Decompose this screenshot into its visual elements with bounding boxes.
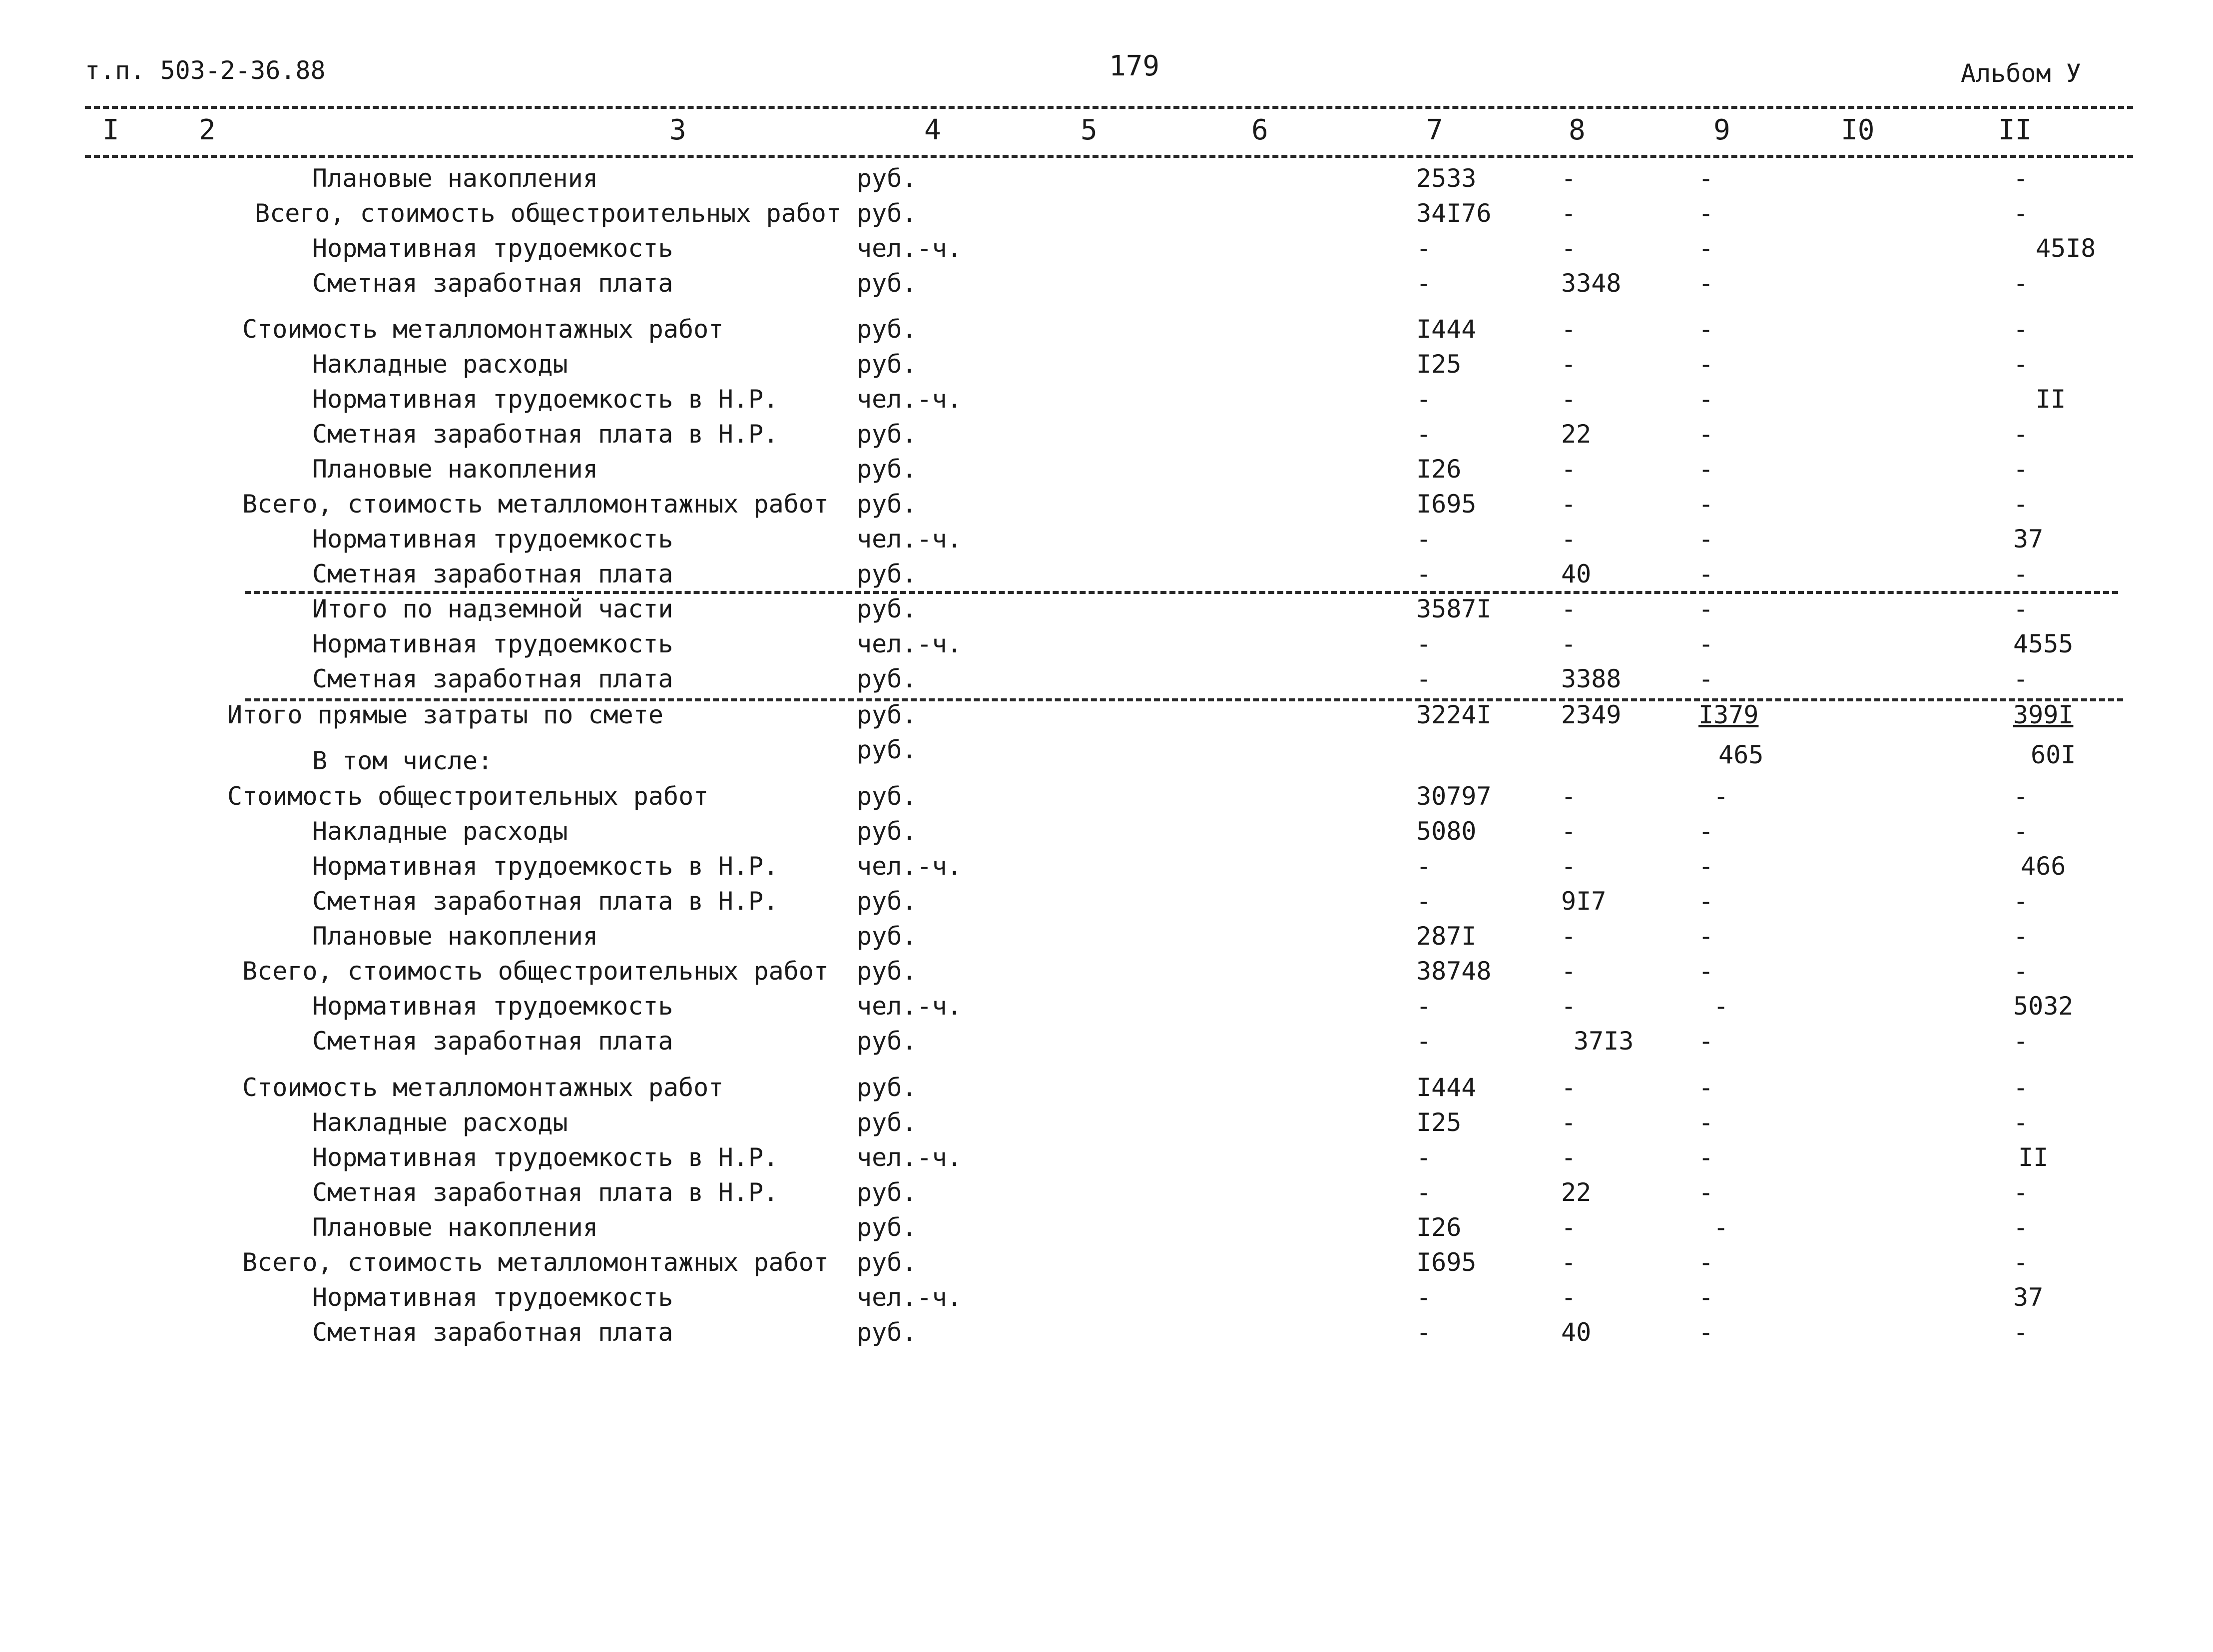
row-col11: - bbox=[2013, 594, 2029, 623]
row-col11: - bbox=[2013, 1248, 2029, 1277]
row-col7: - bbox=[1416, 420, 1432, 449]
row-col9: - bbox=[1698, 594, 1714, 623]
row-col9: - bbox=[1698, 1283, 1714, 1312]
row-col9: - bbox=[1698, 1248, 1714, 1277]
row-col7: 3224I bbox=[1416, 700, 1492, 729]
row-label: Нормативная трудоемкость bbox=[312, 525, 673, 553]
row-col8: - bbox=[1561, 957, 1577, 986]
row-col9: - bbox=[1698, 525, 1714, 553]
header-bottom-rule bbox=[85, 155, 2133, 158]
row-unit: руб. bbox=[857, 455, 917, 484]
row-col11: - bbox=[2013, 315, 2029, 344]
row-col7: I26 bbox=[1416, 455, 1462, 484]
row-unit: руб. bbox=[857, 1318, 917, 1347]
row-col8: 3388 bbox=[1561, 664, 1622, 693]
row-col9: - bbox=[1698, 164, 1714, 193]
row-col9: - bbox=[1698, 1108, 1714, 1137]
table-row bbox=[0, 1143, 2213, 1178]
row-col8: 22 bbox=[1561, 420, 1592, 449]
row-col8: - bbox=[1561, 922, 1577, 951]
row-col9: - bbox=[1698, 350, 1714, 379]
row-label: Накладные расходы bbox=[312, 350, 568, 379]
row-col8: - bbox=[1561, 199, 1577, 228]
row-col8: - bbox=[1561, 164, 1577, 193]
row-col7: 3587I bbox=[1416, 594, 1492, 623]
row-col9: - bbox=[1698, 385, 1714, 414]
table-row bbox=[0, 234, 2213, 269]
column-number-2: 2 bbox=[199, 114, 216, 146]
row-col9: - bbox=[1698, 1073, 1714, 1102]
row-col8: - bbox=[1561, 315, 1577, 344]
table-row bbox=[0, 199, 2213, 234]
row-col8: - bbox=[1561, 594, 1577, 623]
row-label: Нормативная трудоемкость bbox=[312, 992, 673, 1021]
row-col11: - bbox=[2013, 420, 2029, 449]
row-col9: - bbox=[1698, 664, 1714, 693]
row-col9: - bbox=[1698, 455, 1714, 484]
table-row bbox=[0, 1318, 2213, 1353]
table-row bbox=[0, 887, 2213, 922]
row-unit: руб. bbox=[857, 1178, 917, 1207]
row-col9: - bbox=[1713, 1213, 1729, 1242]
row-col8: 2349 bbox=[1561, 700, 1622, 729]
row-col11: - bbox=[2013, 1073, 2029, 1102]
column-number-5: 5 bbox=[1081, 114, 1098, 146]
row-unit: руб. bbox=[857, 664, 917, 693]
row-label: Сметная заработная плата в Н.Р. bbox=[312, 1178, 779, 1207]
table-row bbox=[0, 922, 2213, 957]
row-col9: - bbox=[1698, 234, 1714, 263]
table-row bbox=[0, 1027, 2213, 1062]
row-col8: 37I3 bbox=[1574, 1027, 1634, 1056]
table-row bbox=[0, 1248, 2213, 1283]
table-row bbox=[0, 992, 2213, 1027]
row-col9: - bbox=[1698, 420, 1714, 449]
table-row bbox=[0, 1073, 2213, 1108]
row-col7: - bbox=[1416, 559, 1432, 588]
column-number-11: II bbox=[1998, 114, 2032, 146]
row-col11: 5032 bbox=[2013, 992, 2074, 1021]
row-label: Сметная заработная плата в Н.Р. bbox=[312, 420, 779, 449]
row-label: Накладные расходы bbox=[312, 1108, 568, 1137]
row-col7: 30797 bbox=[1416, 782, 1492, 811]
row-col11: 4555 bbox=[2013, 629, 2074, 658]
row-col8: - bbox=[1561, 1143, 1577, 1172]
row-col7: - bbox=[1416, 852, 1432, 881]
row-label: Стоимость общестроительных работ bbox=[227, 782, 709, 811]
table-row bbox=[0, 525, 2213, 559]
row-col9: - bbox=[1698, 922, 1714, 951]
row-col8: - bbox=[1561, 992, 1577, 1021]
row-unit: руб. bbox=[857, 350, 917, 379]
row-label: Всего, стоимость общестроительных работ bbox=[255, 199, 841, 228]
row-col11: - bbox=[2013, 164, 2029, 193]
row-label: Сметная заработная плата bbox=[312, 269, 673, 298]
row-col7: - bbox=[1416, 1143, 1432, 1172]
row-col11: 37 bbox=[2013, 1283, 2044, 1312]
row-col9: - bbox=[1698, 315, 1714, 344]
row-label: Нормативная трудоемкость bbox=[312, 629, 673, 658]
table-row bbox=[0, 315, 2213, 350]
row-unit: руб. bbox=[857, 420, 917, 449]
column-number-10: I0 bbox=[1841, 114, 1875, 146]
row-col11: II bbox=[2036, 385, 2066, 414]
column-number-8: 8 bbox=[1569, 114, 1586, 146]
album-label: Альбом У bbox=[1961, 59, 2081, 88]
column-number-9: 9 bbox=[1713, 114, 1730, 146]
table-row bbox=[0, 1283, 2213, 1318]
column-number-3: 3 bbox=[669, 114, 686, 146]
row-col11: - bbox=[2013, 922, 2029, 951]
row-col9: - bbox=[1713, 992, 1729, 1021]
row-unit: руб. bbox=[857, 594, 917, 623]
row-col7: I25 bbox=[1416, 1108, 1462, 1137]
row-label: Сметная заработная плата bbox=[312, 1318, 673, 1347]
table-row bbox=[0, 957, 2213, 992]
row-label: Сметная заработная плата в Н.Р. bbox=[312, 887, 779, 916]
row-col8: 40 bbox=[1561, 559, 1592, 588]
row-col11: II bbox=[2018, 1143, 2049, 1172]
row-unit: руб. bbox=[857, 887, 917, 916]
row-col11: - bbox=[2013, 782, 2029, 811]
table-row bbox=[0, 629, 2213, 664]
row-unit: чел.-ч. bbox=[857, 525, 962, 553]
row-col9: - bbox=[1698, 490, 1714, 519]
row-col7: - bbox=[1416, 664, 1432, 693]
row-unit: чел.-ч. bbox=[857, 852, 962, 881]
row-col7: 34I76 bbox=[1416, 199, 1492, 228]
row-col8: - bbox=[1561, 1213, 1577, 1242]
row-col9: - bbox=[1698, 559, 1714, 588]
row-unit: руб. bbox=[857, 922, 917, 951]
row-col9: - bbox=[1698, 1027, 1714, 1056]
row-col11: - bbox=[2013, 957, 2029, 986]
row-col9: - bbox=[1698, 1178, 1714, 1207]
table-row bbox=[0, 700, 2213, 735]
row-unit: чел.-ч. bbox=[857, 385, 962, 414]
row-col9: I379 bbox=[1698, 700, 1759, 729]
table-row bbox=[0, 1178, 2213, 1213]
row-col9: - bbox=[1713, 782, 1729, 811]
row-unit: руб. bbox=[857, 1073, 917, 1102]
row-col11: - bbox=[2013, 559, 2029, 588]
row-col7: - bbox=[1416, 992, 1432, 1021]
row-col11: - bbox=[2013, 1108, 2029, 1137]
row-col7: - bbox=[1416, 1027, 1432, 1056]
row-unit: руб. bbox=[857, 164, 917, 193]
row-col9: - bbox=[1698, 957, 1714, 986]
row-unit: чел.-ч. bbox=[857, 234, 962, 263]
row-col11: - bbox=[2013, 1027, 2029, 1056]
row-label: Нормативная трудоемкость bbox=[312, 234, 673, 263]
table-row bbox=[0, 385, 2213, 420]
row-unit: руб. bbox=[857, 1213, 917, 1242]
row-unit: чел.-ч. bbox=[857, 1143, 962, 1172]
row-label: Плановые накопления bbox=[312, 922, 598, 951]
header-top-rule bbox=[85, 106, 2133, 109]
row-col11: - bbox=[2013, 199, 2029, 228]
row-col11: - bbox=[2013, 1213, 2029, 1242]
table-row bbox=[0, 852, 2213, 887]
row-unit: руб. bbox=[857, 817, 917, 846]
table-row bbox=[0, 782, 2213, 817]
row-col7: 38748 bbox=[1416, 957, 1492, 986]
row-unit: руб. bbox=[857, 957, 917, 986]
row-label: В том числе: bbox=[312, 746, 493, 775]
row-col8: - bbox=[1561, 490, 1577, 519]
table-row bbox=[0, 664, 2213, 699]
row-label: Всего, стоимость общестроительных работ bbox=[242, 957, 829, 986]
row-col8: - bbox=[1561, 234, 1577, 263]
row-col7: - bbox=[1416, 629, 1432, 658]
row-col9: - bbox=[1698, 817, 1714, 846]
row-col11: - bbox=[2013, 664, 2029, 693]
row-label: Плановые накопления bbox=[312, 164, 598, 193]
row-label: Сметная заработная плата bbox=[312, 1027, 673, 1056]
row-col11: 399I bbox=[2013, 700, 2074, 729]
row-unit: руб. bbox=[857, 559, 917, 588]
table-row bbox=[0, 490, 2213, 525]
row-col11: 466 bbox=[2021, 852, 2066, 881]
row-col11: - bbox=[2013, 350, 2029, 379]
row-col8: 22 bbox=[1561, 1178, 1592, 1207]
row-col8: - bbox=[1561, 629, 1577, 658]
row-col8: 3348 bbox=[1561, 269, 1622, 298]
row-col11: 60I bbox=[2031, 740, 2076, 769]
row-col7: - bbox=[1416, 525, 1432, 553]
row-col7: I695 bbox=[1416, 1248, 1477, 1277]
row-label: Итого прямые затраты по смете bbox=[227, 700, 663, 729]
table-row bbox=[0, 164, 2213, 199]
row-col7: I25 bbox=[1416, 350, 1462, 379]
row-col8: - bbox=[1561, 782, 1577, 811]
column-number-4: 4 bbox=[924, 114, 941, 146]
row-col7: I695 bbox=[1416, 490, 1477, 519]
table-row bbox=[0, 269, 2213, 304]
row-label: Нормативная трудоемкость в Н.Р. bbox=[312, 1143, 779, 1172]
table-row bbox=[0, 594, 2213, 629]
row-col9: - bbox=[1698, 629, 1714, 658]
row-unit: руб. bbox=[857, 1248, 917, 1277]
row-col8: - bbox=[1561, 525, 1577, 553]
row-col8: - bbox=[1561, 455, 1577, 484]
table-row bbox=[0, 559, 2213, 594]
row-col7: - bbox=[1416, 385, 1432, 414]
row-col7: - bbox=[1416, 269, 1432, 298]
row-col11: 45I8 bbox=[2036, 234, 2096, 263]
row-col7: 5080 bbox=[1416, 817, 1477, 846]
row-label: Плановые накопления bbox=[312, 1213, 598, 1242]
row-unit: руб. bbox=[857, 700, 917, 729]
column-number-7: 7 bbox=[1426, 114, 1443, 146]
row-unit: руб. bbox=[857, 490, 917, 519]
table-row bbox=[0, 1213, 2213, 1248]
row-unit: чел.-ч. bbox=[857, 992, 962, 1021]
document-code: т.п. 503-2-36.88 bbox=[85, 56, 326, 85]
row-col11: - bbox=[2013, 455, 2029, 484]
row-label: Нормативная трудоемкость в Н.Р. bbox=[312, 385, 779, 414]
row-label: Итого по надземной части bbox=[312, 594, 673, 623]
row-col7: - bbox=[1416, 1178, 1432, 1207]
row-unit: чел.-ч. bbox=[857, 629, 962, 658]
row-col8: - bbox=[1561, 350, 1577, 379]
row-col9: - bbox=[1698, 1143, 1714, 1172]
row-col11: - bbox=[2013, 817, 2029, 846]
row-col11: - bbox=[2013, 269, 2029, 298]
row-col11: - bbox=[2013, 490, 2029, 519]
column-number-1: I bbox=[102, 114, 119, 146]
row-col8: 9I7 bbox=[1561, 887, 1607, 916]
row-col9: - bbox=[1698, 199, 1714, 228]
row-col9: - bbox=[1698, 1318, 1714, 1347]
row-col8: - bbox=[1561, 1248, 1577, 1277]
row-col8: - bbox=[1561, 1283, 1577, 1312]
row-col7: 287I bbox=[1416, 922, 1477, 951]
table-row bbox=[0, 455, 2213, 490]
row-col7: I444 bbox=[1416, 315, 1477, 344]
table-row bbox=[0, 817, 2213, 852]
row-unit: руб. bbox=[857, 1108, 917, 1137]
row-col8: - bbox=[1561, 1108, 1577, 1137]
table-row bbox=[0, 420, 2213, 455]
row-col11: - bbox=[2013, 1318, 2029, 1347]
row-label: Стоимость металломонтажных работ bbox=[242, 1073, 724, 1102]
row-col9: - bbox=[1698, 887, 1714, 916]
row-label: Сметная заработная плата bbox=[312, 664, 673, 693]
table-row bbox=[0, 735, 2213, 775]
row-unit: руб. bbox=[857, 199, 917, 228]
table-row bbox=[0, 1108, 2213, 1143]
row-unit: руб. bbox=[857, 782, 917, 811]
row-unit: руб. bbox=[857, 269, 917, 298]
row-col7: 2533 bbox=[1416, 164, 1477, 193]
row-col7: - bbox=[1416, 1318, 1432, 1347]
row-unit: руб. bbox=[857, 315, 917, 344]
row-col9: - bbox=[1698, 852, 1714, 881]
row-label: Всего, стоимость металломонтажных работ bbox=[242, 1248, 829, 1277]
row-label: Всего, стоимость металломонтажных работ bbox=[242, 490, 829, 519]
column-number-6: 6 bbox=[1251, 114, 1268, 146]
row-col7: I444 bbox=[1416, 1073, 1477, 1102]
row-col7: - bbox=[1416, 1283, 1432, 1312]
row-label: Нормативная трудоемкость bbox=[312, 1283, 673, 1312]
row-col8: - bbox=[1561, 852, 1577, 881]
row-col11: 37 bbox=[2013, 525, 2044, 553]
row-col7: - bbox=[1416, 887, 1432, 916]
row-col7: I26 bbox=[1416, 1213, 1462, 1242]
row-col7: - bbox=[1416, 234, 1432, 263]
row-col8: - bbox=[1561, 817, 1577, 846]
table-row bbox=[0, 350, 2213, 385]
row-col8: - bbox=[1561, 1073, 1577, 1102]
row-col9: 465 bbox=[1718, 740, 1764, 769]
page-number: 179 bbox=[1109, 50, 1160, 82]
row-col9: - bbox=[1698, 269, 1714, 298]
row-label: Сметная заработная плата bbox=[312, 559, 673, 588]
row-col11: - bbox=[2013, 887, 2029, 916]
row-col8: - bbox=[1561, 385, 1577, 414]
row-label: Нормативная трудоемкость в Н.Р. bbox=[312, 852, 779, 881]
row-unit: чел.-ч. bbox=[857, 1283, 962, 1312]
row-col11: - bbox=[2013, 1178, 2029, 1207]
row-col8: 40 bbox=[1561, 1318, 1592, 1347]
row-label: Стоимость металломонтажных работ bbox=[242, 315, 724, 344]
row-label: Плановые накопления bbox=[312, 455, 598, 484]
row-unit: руб. bbox=[857, 1027, 917, 1056]
row-label: Накладные расходы bbox=[312, 817, 568, 846]
row-unit: руб. bbox=[857, 735, 917, 764]
